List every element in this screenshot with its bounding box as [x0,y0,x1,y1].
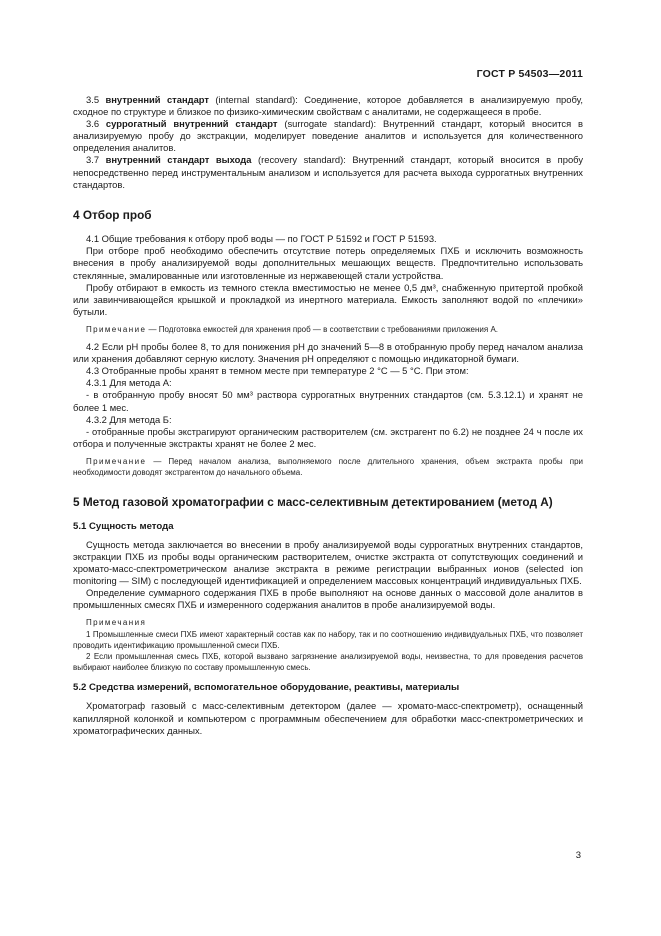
paragraph: Определение суммарного содержания ПХБ в пробе выполняют на основе данных о массовой доле аналитов в промышленных смесях ПХБ и измеренного содержания аналитов в пробе анализируемой воды. [73,587,583,611]
note: Примечание — Перед началом анализа, выполняемого после длительного хранения, объем экстракта пробы при необходимости доводят экстрагентом до начального объема. [73,456,583,478]
list-item: - отобранные пробы экстрагируют органическим растворителем (см. экстрагент по 6.2) не позднее 24 ч после их отбора и полученные экстракты хранят не более 2 мес. [73,425,583,449]
term: суррогатный внутренний стандарт [105,118,278,130]
page-number: 3 [575,850,581,861]
paragraph: Пробу отбирают в емкость из темного стекла вместимостью не менее 0,5 дм³, снабженную притертой пробкой или завинчивающейся крышкой и прокладкой из инертного материала. Емкость заполняют водой по «плечики» бутыли. [73,281,583,317]
paragraph-4-3-2: 4.3.2 Для метода Б: [86,413,172,425]
definition-3-5: 3.5 внутренний стандарт (internal standard): Соединение, которое добавляется в анализируемую пробу, сходное по структуре и близкое по физико-химическим свойствам с аналитами, не содержащееся в пробе. [73,94,583,118]
section-heading-4: 4 Отбор проб [73,207,152,222]
note: Примечание — Подготовка емкостей для хранения проб — в соответствии с требованиями приложения А. [86,324,498,334]
paragraph: Сущность метода заключается во внесении в пробу анализируемой воды суррогатных внутренних стандартов, экстракции ПХБ из пробы воды органическим растворителем, очистке экстракта от сопутствующих соединений и хромато-масс-спектрометрическом анализе экстракта в режиме регистрации выбранных ионов (selected ion monitoring — SIM) с последующей идентификацией и определением массовых концентраций индивидуальных ПХБ. [73,538,583,587]
definition-3-6: 3.6 суррогатный внутренний стандарт (surrogate standard): Внутренний стандарт, который вносится в анализируемую пробу до экстракции, моделирует поведение аналитов и используется для количественного определения аналитов. [73,118,584,154]
notes-label: Примечания [86,618,147,628]
paragraph-4-1: 4.1 Общие требования к отбору проб воды — по ГОСТ Р 51592 и ГОСТ Р 51593. [86,233,437,245]
page-content [73,94,583,737]
list-item: - в отобранную пробу вносят 50 мм³ раствора суррогатных внутренних стандартов (см. 5.3.12.1) и хранят не более 1 мес. [73,389,583,413]
subsection-heading-5-2: 5.2 Средства измерений, вспомогательное оборудование, реактивы, материалы [73,682,460,694]
paragraph: Хроматограф газовый с масс-селективным детектором (далее — хромато-масс-спектрометр), оснащенный капиллярной колонкой и компьютером с программным обеспечением для обработки масс-спектрометрических и хроматографических данных. [73,700,583,736]
term: внутренний стандарт [105,94,210,105]
paragraph: При отборе проб необходимо обеспечить отсутствие потерь определяемых ПХБ и исключить возможность внесения в пробу анализируемой воды дополнительных мешающих веществ. Предпочтительно использовать стеклянные, эмалированные или изготовленные из нержавеющей стали устройства. [73,245,583,281]
notes-block [73,617,583,673]
document-code: ГОСТ Р 54503—2011 [476,68,583,80]
definition-3-7: 3.7 внутренний стандарт выхода (recovery standard): Внутренний стандарт, который вносится в пробу непосредственно перед инструментальным анализом и используется для расчета выхода суррогатных внутренних стандартов. [73,154,584,190]
section-heading-5: 5 Метод газовой хроматографии с масс-селективным детектированием (метод А) [73,495,553,510]
note-1: 1 Промышленные смеси ПХБ имеют характерный состав как по набору, так и по соотношению индивидуальных ПХБ, что позволяет проводить идентификацию промышленной смеси ПХБ. [73,629,583,650]
paragraph-4-3: 4.3 Отобранные пробы хранят в темном месте при температуре 2 °С — 5 °С. При этом: [86,365,469,377]
paragraph-4-3-1: 4.3.1 Для метода А: [86,377,172,389]
paragraph-4-2: 4.2 Если pH пробы более 8, то для понижения pH до значений 5—8 в отобранную пробу перед началом анализа или хранения добавляют серную кислоту. Значения pH определяют с помощью индикаторной бумаги. [73,341,583,365]
term: внутренний стандарт выхода [105,154,252,166]
subsection-heading-5-1: 5.1 Сущность метода [73,520,174,532]
note-2: 2 Если промышленная смесь ПХБ, которой вызвано загрязнение анализируемой воды, неизвестна, то для проведения расчетов выбирают наиболее близкую по составу промышленную смесь. [73,652,583,673]
